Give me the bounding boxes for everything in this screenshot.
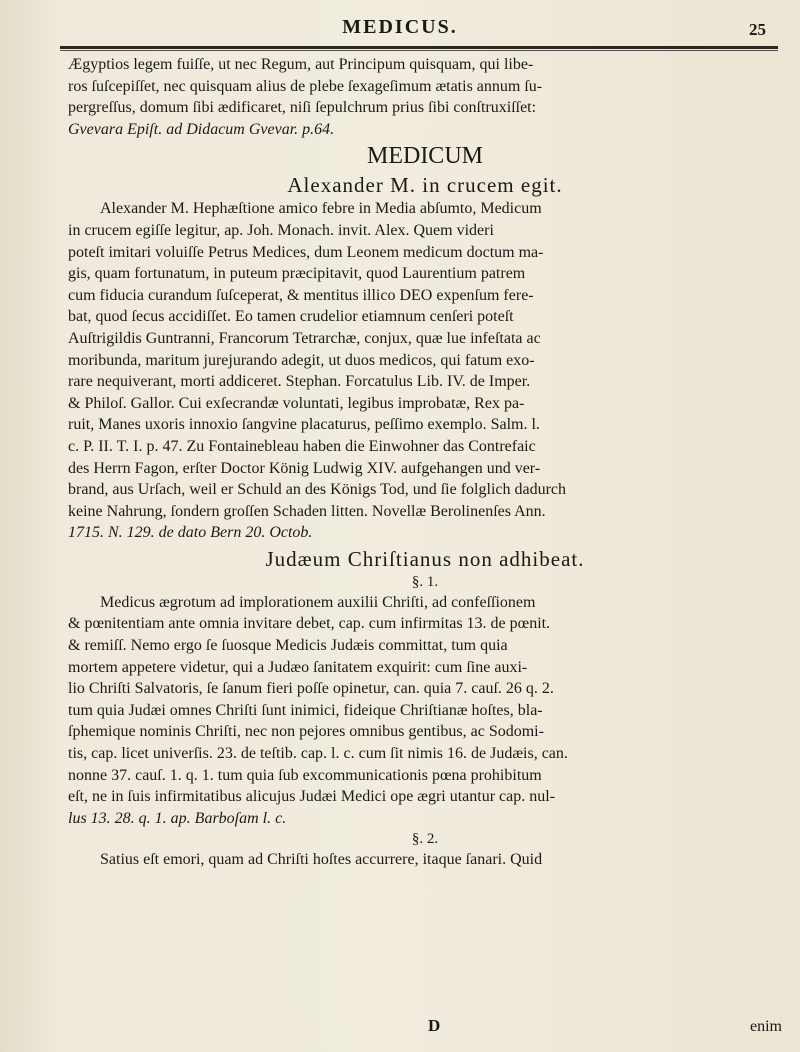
section-subheading-alexander: Alexander M. in crucem egit. xyxy=(287,173,563,198)
signature-mark: D xyxy=(428,1016,441,1035)
text-line: mortem appetere videtur, qui a Judæo ſanitatem exquirit: cum ſine auxi- xyxy=(68,658,528,676)
section-heading-judaeum: Judæum Chriſtianus non adhibeat. xyxy=(265,546,585,571)
text-line: bat, quod ſecus accidiſſet. Eo tamen crudelior etiamnum cenſeri poteſt xyxy=(68,308,514,326)
text-line: Satius eſt emori, quam ad Chriſti hoſtes accurrere, itaque ſanari. Quid xyxy=(100,851,543,869)
text-line: & remiſſ. Nemo ergo ſe ſuosque Medicis Judæis committat, tum quia xyxy=(68,637,508,655)
text-line: Auſtrigildis Guntranni, Francorum Tetrarchæ, conjux, quæ lue infeſtata ac xyxy=(68,329,541,347)
section-number: §. 1. xyxy=(411,573,439,590)
body-text xyxy=(68,54,782,871)
running-head xyxy=(0,16,800,46)
text-line: Medicus ægrotum ad implorationem auxilii Chriſti, ad confeſſionem xyxy=(100,593,536,611)
citation-line: Gvevara Epiſt. ad Didacum Gvevar. p.64. xyxy=(68,120,335,138)
section-number: §. 2. xyxy=(411,831,439,848)
header-rule xyxy=(60,46,778,49)
text-line: cum fiducia curandum ſuſceperat, & mentitus illico DEO expenſum fere- xyxy=(68,286,534,304)
text-line: brand, aus Urſach, weil er Schuld an des Königs Tod, und ſie folglich dadurch xyxy=(68,481,567,499)
text-line: tum quia Judæi omnes Chriſti ſunt inimici, fideique Chriſtianæ hoſtes, bla- xyxy=(68,701,543,719)
page-footer xyxy=(68,1014,782,1044)
text-line: des Herrn Fagon, erſter Doctor König Ludwig XIV. aufgehangen und ver- xyxy=(68,459,541,477)
text-line: rare nequiverant, morti addiceret. Stephan. Forcatulus Lib. IV. de Imper. xyxy=(68,373,531,391)
text-line: ſphemique nominis Chriſti, nec non pejores omnibus gentibus, ac Sodomi- xyxy=(68,723,544,741)
paragraph-medicus xyxy=(68,592,782,830)
text-line: keine Nahrung, ſondern groſſen Schaden litten. Novellæ Berolinenſes Ann. xyxy=(68,502,546,520)
text-line: ros ſuſcepiſſet, nec quisquam alius de plebe ſexageſimum ætatis annum ſu- xyxy=(68,77,543,95)
citation-line: lus 13. 28. q. 1. ap. Barboſam l. c. xyxy=(68,809,287,827)
text-line: tis, cap. licet univerſis. 23. de teſtib. cap. l. c. cum ſit nimis 16. de Judæis, can. xyxy=(68,745,568,763)
paragraph-satius xyxy=(68,849,782,871)
text-line: pergreſſus, domum ſibi ædificaret, niſi ſepulchrum prius ſibi conſtruxiſſet: xyxy=(68,99,537,117)
text-line: ruit, Manes uxoris innoxio ſangvine placaturus, peſſimo exemplo. Salm. l. xyxy=(68,416,540,434)
text-line: moribunda, maritum jurejurando adegit, ut duos medicos, qui fatum exo- xyxy=(68,351,535,369)
text-line: & pœnitentiam ante omnia invitare debet, cap. cum infirmitas 13. de pœnit. xyxy=(68,615,551,633)
text-line: Ægyptios legem fuiſſe, ut nec Regum, aut Principum quisquam, qui libe- xyxy=(68,56,534,73)
citation-line: 1715. N. 129. de dato Bern 20. Octob. xyxy=(68,524,313,542)
running-title: MEDICUS. xyxy=(342,16,458,38)
text-line: eſt, ne in ſuis infirmitatibus alicujus Judæi Medici ope ægri utantur cap. nul- xyxy=(68,788,556,806)
paragraph-alexander xyxy=(68,198,782,544)
text-line: gis, quam fortunatum, in puteum præcipitavit, quod Laurentium patrem xyxy=(68,265,526,283)
text-line: & Philoſ. Gallor. Cui exſecrandæ voluntati, legibus improbatæ, Rex pa- xyxy=(68,394,525,412)
text-line: Alexander M. Hephæſtione amico febre in Media abſumto, Medicum xyxy=(100,200,542,218)
text-line: poteſt imitari voluiſſe Petrus Medices, dum Leonem medicum doctum ma- xyxy=(68,243,544,261)
text-line: c. P. II. T. I. p. 47. Zu Fontainebleau haben die Einwohner das Contrefaic xyxy=(68,437,536,455)
text-line: nonne 37. cauſ. 1. q. 1. tum quia ſub excommunicationis pœna prohibitum xyxy=(68,766,542,784)
paragraph-intro xyxy=(68,54,782,140)
section-heading-medicum: MEDICUM xyxy=(366,143,483,170)
header-rule-thin xyxy=(60,50,778,51)
text-line: lio Chriſti Salvatoris, ſe ſanum fieri poſſe opinetur, can. quia 7. cauſ. 26 q. 2. xyxy=(68,680,554,698)
text-line: in crucem egiſſe legitur, ap. Joh. Monach. invit. Alex. Quem videri xyxy=(68,221,494,239)
catchword: enim xyxy=(750,1018,782,1035)
page-number: 25 xyxy=(749,20,766,39)
